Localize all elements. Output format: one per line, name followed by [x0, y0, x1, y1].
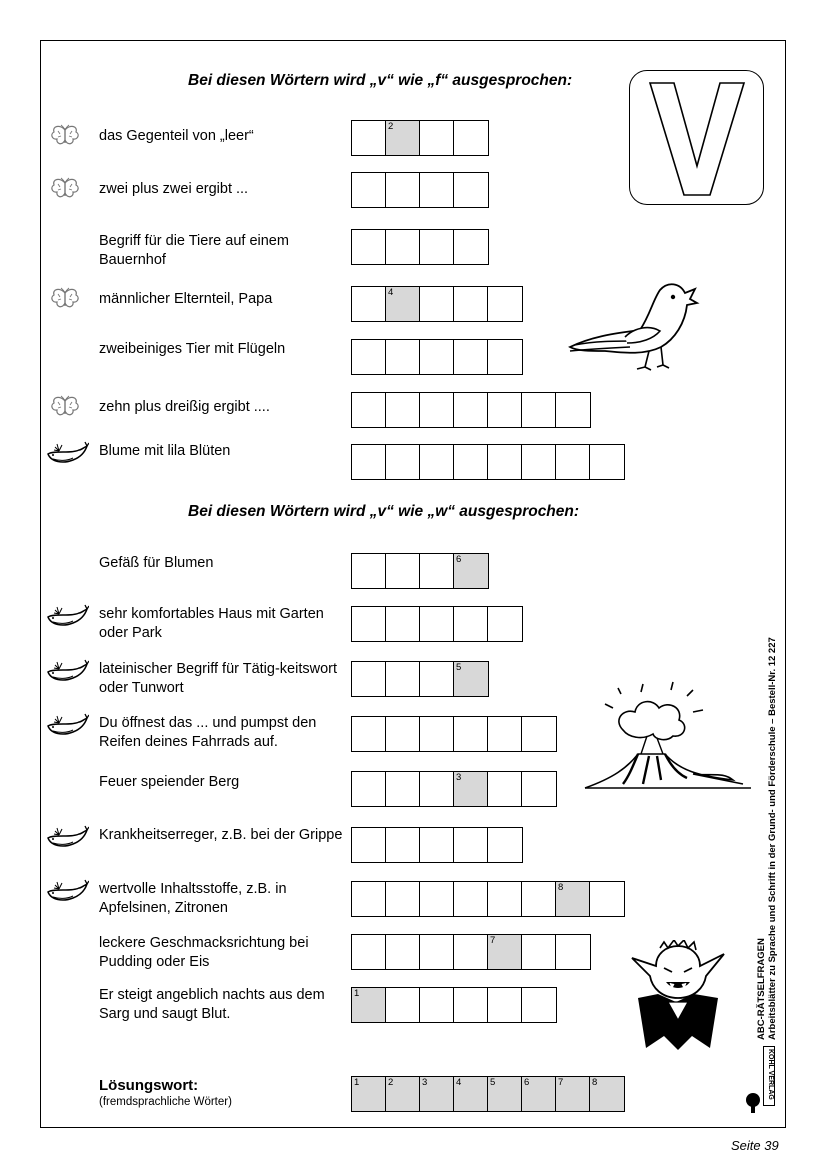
clue-text: lateinischer Begriff für Tätig-keitswort oder Tunwort [99, 661, 338, 696]
clue-text: das Gegenteil von „leer“ [99, 128, 254, 144]
solution-cell[interactable] [419, 1076, 455, 1112]
answer-grid [351, 286, 523, 322]
answer-cell[interactable] [351, 827, 387, 863]
side-publication-info [756, 637, 778, 1040]
answer-grid [351, 661, 489, 697]
answer-cell[interactable] [453, 286, 489, 322]
answer-grid [351, 392, 591, 428]
answer-cell[interactable] [419, 229, 455, 265]
answer-grid [351, 606, 523, 642]
answer-cell[interactable] [351, 392, 387, 428]
whale-icon [45, 440, 89, 471]
answer-cell[interactable] [385, 771, 421, 807]
answer-cell[interactable] [487, 339, 523, 375]
answer-cell[interactable] [385, 172, 421, 208]
answer-cell[interactable] [555, 934, 591, 970]
answer-grid [351, 827, 523, 863]
solution-note: (fremdsprachliche Wörter) [99, 1096, 232, 1108]
answer-cell[interactable] [419, 934, 455, 970]
answer-grid [351, 716, 557, 752]
answer-cell[interactable] [419, 771, 455, 807]
heading-v-as-f: Bei diesen Wörtern wird „v“ wie „f“ ausgesprochen: [188, 72, 573, 89]
answer-cell[interactable] [555, 444, 591, 480]
answer-cell[interactable] [351, 229, 387, 265]
solution-letter-cell[interactable] [555, 881, 591, 917]
answer-cell[interactable] [521, 392, 557, 428]
butterfly-icon [48, 287, 82, 318]
cell-number: 5 [490, 1077, 496, 1088]
answer-cell[interactable] [385, 934, 421, 970]
solution-cell[interactable] [351, 1076, 387, 1112]
cell-number: 1 [354, 1077, 360, 1088]
answer-cell[interactable] [351, 606, 387, 642]
answer-cell[interactable] [385, 987, 421, 1023]
clue-text: Er steigt angeblich nachts aus dem Sarg und saugt Blut. [99, 987, 325, 1022]
clue-text: Begriff für die Tiere auf einem Bauernhof [99, 233, 289, 268]
solution-cell[interactable] [453, 1076, 489, 1112]
answer-cell[interactable] [351, 661, 387, 697]
answer-cell[interactable] [419, 339, 455, 375]
answer-cell[interactable] [419, 172, 455, 208]
answer-cell[interactable] [453, 934, 489, 970]
solution-letter-cell[interactable] [487, 934, 523, 970]
answer-cell[interactable] [385, 339, 421, 375]
answer-cell[interactable] [521, 716, 557, 752]
answer-grid [351, 444, 625, 480]
answer-cell[interactable] [351, 286, 387, 322]
cell-number: 8 [558, 882, 564, 893]
clue-text: zweibeiniges Tier mit Flügeln [99, 341, 286, 357]
answer-cell[interactable] [419, 606, 455, 642]
clue-text: wertvolle Inhaltsstoffe, z.B. in Apfelsinen, Zitronen [99, 881, 287, 916]
answer-cell[interactable] [419, 444, 455, 480]
clue-text: leckere Geschmacksrichtung bei Pudding oder Eis [99, 935, 309, 970]
solution-cell[interactable] [487, 1076, 523, 1112]
page-number: Seite 39 [731, 1138, 779, 1153]
publisher-logo [763, 1046, 775, 1106]
answer-cell[interactable] [453, 716, 489, 752]
big-letter-v-icon [630, 71, 765, 206]
answer-cell[interactable] [351, 444, 387, 480]
answer-cell[interactable] [351, 771, 387, 807]
answer-cell[interactable] [487, 444, 523, 480]
cell-number: 7 [490, 935, 496, 946]
answer-cell[interactable] [419, 827, 455, 863]
big-letter-box [629, 70, 764, 205]
answer-cell[interactable] [419, 661, 455, 697]
cell-number: 5 [456, 662, 462, 673]
tree-logo-icon [743, 1092, 763, 1114]
answer-cell[interactable] [521, 881, 557, 917]
answer-cell[interactable] [555, 392, 591, 428]
answer-cell[interactable] [385, 716, 421, 752]
cell-number: 6 [524, 1077, 530, 1088]
solution-cell[interactable] [385, 1076, 421, 1112]
cell-number: 4 [388, 287, 394, 298]
answer-cell[interactable] [453, 987, 489, 1023]
answer-cell[interactable] [419, 716, 455, 752]
answer-cell[interactable] [419, 120, 455, 156]
cell-number: 2 [388, 1077, 394, 1088]
answer-cell[interactable] [487, 716, 523, 752]
answer-cell[interactable] [351, 172, 387, 208]
answer-cell[interactable] [453, 606, 489, 642]
answer-cell[interactable] [521, 444, 557, 480]
answer-cell[interactable] [385, 827, 421, 863]
answer-cell[interactable] [453, 827, 489, 863]
clue-text: Krankheitserreger, z.B. bei der Grippe [99, 827, 343, 843]
cell-number: 2 [388, 121, 394, 132]
series-subtitle: Arbeitsblätter zu Sprache und Schrift in der Grund- und Förderschule – Bestell-Nr. 12 227 [767, 637, 778, 1040]
solution-cell[interactable] [589, 1076, 625, 1112]
cell-number: 6 [456, 554, 462, 565]
solution-letter-cell[interactable] [385, 286, 421, 322]
answer-cell[interactable] [385, 553, 421, 589]
solution-letter-cell[interactable] [453, 553, 489, 589]
clue-text: Gefäß für Blumen [99, 555, 214, 571]
cell-number: 3 [456, 772, 462, 783]
clue-text: zehn plus dreißig ergibt .... [99, 399, 270, 415]
solution-letter-cell[interactable] [453, 661, 489, 697]
answer-grid [351, 987, 557, 1023]
answer-cell[interactable] [487, 606, 523, 642]
answer-cell[interactable] [385, 881, 421, 917]
answer-cell[interactable] [351, 339, 387, 375]
answer-cell[interactable] [419, 987, 455, 1023]
answer-grid [351, 881, 625, 917]
whale-icon [45, 658, 89, 689]
answer-cell[interactable] [487, 827, 523, 863]
whale-icon [45, 878, 89, 909]
solution-label: Lösungswort: [99, 1077, 199, 1094]
answer-cell[interactable] [385, 661, 421, 697]
answer-cell[interactable] [453, 229, 489, 265]
butterfly-icon [48, 124, 82, 155]
answer-cell[interactable] [385, 606, 421, 642]
clue-text: Feuer speiender Berg [99, 774, 240, 790]
solution-letter-cell[interactable] [351, 987, 387, 1023]
butterfly-icon [48, 177, 82, 208]
answer-cell[interactable] [351, 553, 387, 589]
answer-cell[interactable] [351, 120, 387, 156]
clue-text: sehr komfortables Haus mit Garten oder Park [99, 606, 324, 641]
answer-cell[interactable] [351, 716, 387, 752]
answer-cell[interactable] [521, 934, 557, 970]
answer-grid [351, 771, 557, 807]
answer-cell[interactable] [419, 881, 455, 917]
clue-text: Blume mit lila Blüten [99, 443, 231, 459]
answer-cell[interactable] [351, 881, 387, 917]
answer-cell[interactable] [453, 881, 489, 917]
answer-cell[interactable] [453, 392, 489, 428]
whale-icon [45, 712, 89, 743]
cell-number: 8 [592, 1077, 598, 1088]
solution-word-grid [351, 1076, 625, 1112]
cell-number: 7 [558, 1077, 564, 1088]
answer-cell[interactable] [589, 881, 625, 917]
heading-v-as-w: Bei diesen Wörtern wird „v“ wie „w“ ausgesprochen: [188, 503, 580, 520]
whale-icon [45, 824, 89, 855]
answer-cell[interactable] [419, 392, 455, 428]
series-title: ABC-RÄTSELFRAGEN [756, 938, 767, 1040]
answer-cell[interactable] [385, 392, 421, 428]
answer-grid [351, 934, 591, 970]
answer-cell[interactable] [589, 444, 625, 480]
bird-illustration [565, 275, 700, 375]
butterfly-icon [48, 395, 82, 426]
answer-cell[interactable] [385, 444, 421, 480]
whale-icon [45, 603, 89, 634]
answer-grid [351, 553, 489, 589]
volcano-illustration [583, 680, 753, 800]
answer-grid [351, 229, 489, 265]
clue-text: zwei plus zwei ergibt ... [99, 181, 249, 197]
answer-cell[interactable] [453, 172, 489, 208]
cell-number: 1 [354, 988, 360, 999]
cell-number: 3 [422, 1077, 428, 1088]
answer-cell[interactable] [453, 120, 489, 156]
cell-number: 4 [456, 1077, 462, 1088]
solution-letter-cell[interactable] [453, 771, 489, 807]
answer-cell[interactable] [453, 339, 489, 375]
solution-cell[interactable] [555, 1076, 591, 1112]
answer-cell[interactable] [487, 881, 523, 917]
publisher-name: KOHL VERLAG [767, 1049, 774, 1100]
answer-cell[interactable] [453, 444, 489, 480]
answer-cell[interactable] [487, 987, 523, 1023]
clue-text: männlicher Elternteil, Papa [99, 291, 273, 307]
clue-text: Du öffnest das ... und pumpst den Reifen deines Fahrrads auf. [99, 715, 317, 750]
solution-cell[interactable] [521, 1076, 557, 1112]
answer-grid [351, 339, 523, 375]
answer-cell[interactable] [487, 286, 523, 322]
solution-letter-cell[interactable] [385, 120, 421, 156]
answer-cell[interactable] [419, 286, 455, 322]
answer-cell[interactable] [351, 934, 387, 970]
answer-cell[interactable] [521, 771, 557, 807]
answer-grid [351, 172, 489, 208]
answer-cell[interactable] [521, 987, 557, 1023]
answer-cell[interactable] [487, 771, 523, 807]
vampire-illustration [628, 940, 728, 1055]
answer-cell[interactable] [385, 229, 421, 265]
answer-grid [351, 120, 489, 156]
answer-cell[interactable] [419, 553, 455, 589]
answer-cell[interactable] [487, 392, 523, 428]
